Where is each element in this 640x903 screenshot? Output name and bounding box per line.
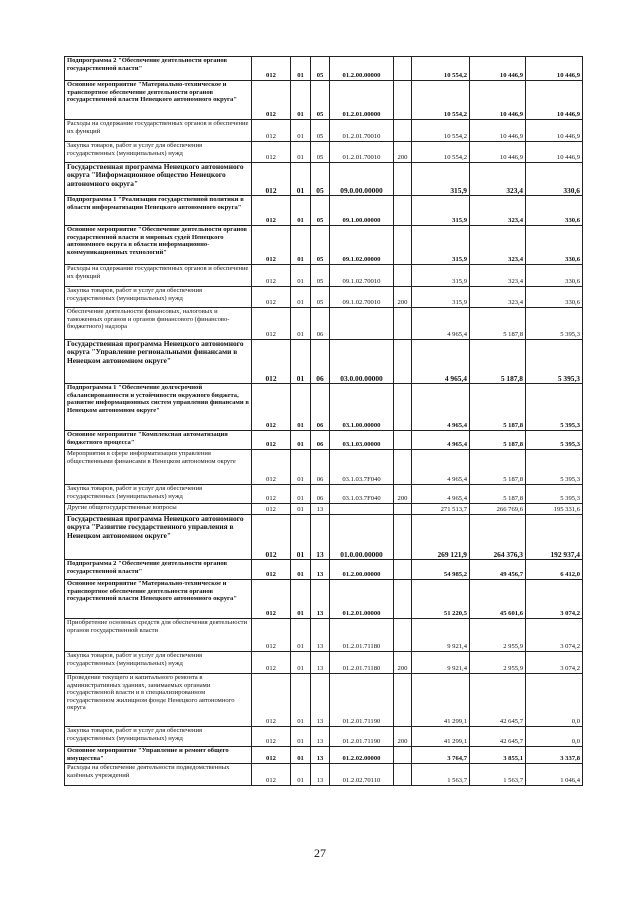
amount-year-1: 4 965,4 [412,485,470,504]
amount-year-2: 10 446,9 [470,142,526,163]
row-name: Государственная программа Ненецкого автономного округа "Информационное общество Ненецкого автономного округа" [65,163,252,196]
amount-year-3: 330,6 [526,196,583,226]
table-row [65,81,583,120]
table-row [65,504,583,515]
subsection-code: 06 [311,431,330,450]
expense-type-code [394,674,412,727]
amount-year-2: 10 446,9 [470,57,526,81]
amount-year-3: 0,0 [526,727,583,747]
amount-year-2: 5 187,8 [470,308,526,340]
amount-year-3: 192 937,4 [526,515,583,560]
page-number: 27 [314,846,326,860]
ministry-code: 012 [252,450,291,485]
amount-year-1: 9 921,4 [412,619,470,652]
row-name: Расходы на содержание государственных органов и обеспечение их функций [65,120,252,142]
amount-year-1: 3 764,7 [412,747,470,764]
ministry-code: 012 [252,340,291,384]
section-code: 01 [291,580,311,619]
table-row [65,727,583,747]
expense-type-code [394,120,412,142]
row-name: Закупка товаров, работ и услуг для обеспечения государственных (муниципальных) нужд [65,287,252,308]
expense-type-code [394,340,412,384]
table-row [65,580,583,619]
table-row [65,265,583,287]
ministry-code: 012 [252,619,291,652]
table-row [65,450,583,485]
target-article-code: 01.2.01.71190 [330,727,394,747]
subsection-code: 13 [311,580,330,619]
amount-year-2: 323,4 [470,226,526,265]
target-article-code: 09.0.00.00000 [330,163,394,196]
amount-year-3: 330,6 [526,265,583,287]
section-code: 01 [291,265,311,287]
ministry-code: 012 [252,196,291,226]
table-row [65,142,583,163]
section-code: 01 [291,504,311,515]
table-row [65,120,583,142]
section-code: 01 [291,196,311,226]
section-code: 01 [291,619,311,652]
ministry-code: 012 [252,504,291,515]
amount-year-1: 315,9 [412,265,470,287]
row-name: Основное мероприятие "Материально-техническое и транспортное обеспечение деятельности органов государственной власти Ненецкого автономного округа" [65,580,252,619]
subsection-code: 13 [311,515,330,560]
section-code: 01 [291,120,311,142]
subsection-code: 13 [311,504,330,515]
subsection-code: 13 [311,652,330,674]
amount-year-2: 45 601,6 [470,580,526,619]
amount-year-1: 10 554,2 [412,57,470,81]
expense-type-code [394,560,412,580]
row-name: Мероприятия в сфере информатизации управления общественными финансами в Ненецком автономном округе [65,450,252,485]
subsection-code: 05 [311,142,330,163]
amount-year-1: 1 563,7 [412,764,470,786]
section-code: 01 [291,308,311,340]
amount-year-3: 10 446,9 [526,81,583,120]
amount-year-3: 5 395,3 [526,384,583,431]
target-article-code: 03.1.03.7F040 [330,485,394,504]
target-article-code: 03.1.03.7F040 [330,450,394,485]
row-name: Закупка товаров, работ и услуг для обеспечения государственных (муниципальных) нужд [65,485,252,504]
subsection-code: 13 [311,674,330,727]
row-name: Проведение текущего и капитального ремонта в административных зданиях, занимаемых органами государственной власти и в специализированном государственном жилищном фонде Ненецкого автономного округа [65,674,252,727]
target-article-code: 01.2.02.70110 [330,764,394,786]
amount-year-1: 10 554,2 [412,142,470,163]
row-name: Обеспечение деятельности финансовых, налоговых и таможенных органов и органов финансового (финансово-бюджетного) надзора [65,308,252,340]
row-name: Подпрограмма 2 "Обеспечение деятельности органов государственной власти" [65,57,252,81]
amount-year-1: 4 965,4 [412,450,470,485]
section-code: 01 [291,727,311,747]
budget-table [64,56,583,786]
section-code: 01 [291,81,311,120]
row-name: Расходы на обеспечение деятельности подведомственных казённых учреждений [65,764,252,786]
amount-year-2: 264 376,3 [470,515,526,560]
amount-year-2: 49 456,7 [470,560,526,580]
table-row [65,196,583,226]
amount-year-3: 5 395,3 [526,340,583,384]
expense-type-code: 200 [394,142,412,163]
subsection-code: 05 [311,120,330,142]
ministry-code: 012 [252,226,291,265]
amount-year-2: 5 187,8 [470,384,526,431]
amount-year-3: 1 046,4 [526,764,583,786]
section-code: 01 [291,57,311,81]
subsection-code: 13 [311,560,330,580]
expense-type-code: 200 [394,485,412,504]
amount-year-2: 2 955,9 [470,652,526,674]
section-code: 01 [291,485,311,504]
amount-year-1: 269 121,9 [412,515,470,560]
section-code: 01 [291,340,311,384]
amount-year-2: 323,4 [470,196,526,226]
target-article-code: 09.1.02.70010 [330,287,394,308]
subsection-code: 05 [311,265,330,287]
table-row [65,340,583,384]
amount-year-3: 330,6 [526,287,583,308]
amount-year-3: 195 331,6 [526,504,583,515]
row-name: Расходы на содержание государственных органов и обеспечение их функций [65,265,252,287]
target-article-code: 03.1.03.00000 [330,431,394,450]
section-code: 01 [291,674,311,727]
target-article-code: 01.2.01.70010 [330,120,394,142]
ministry-code: 012 [252,81,291,120]
expense-type-code [394,308,412,340]
row-name: Основное мероприятие "Управление и ремонт общего имущества" [65,747,252,764]
subsection-code: 06 [311,308,330,340]
table-row [65,287,583,308]
ministry-code: 012 [252,515,291,560]
amount-year-3: 330,6 [526,163,583,196]
subsection-code: 05 [311,57,330,81]
expense-type-code [394,226,412,265]
table-row [65,764,583,786]
subsection-code: 06 [311,450,330,485]
amount-year-1: 4 965,4 [412,384,470,431]
expense-type-code [394,450,412,485]
amount-year-1: 54 985,2 [412,560,470,580]
target-article-code: 03.0.00.00000 [330,340,394,384]
section-code: 01 [291,384,311,431]
row-name: Другие общегосударственные вопросы [65,504,252,515]
amount-year-1: 41 299,1 [412,674,470,727]
expense-type-code [394,747,412,764]
table-row [65,652,583,674]
expense-type-code [394,57,412,81]
section-code: 01 [291,747,311,764]
target-article-code: 09.1.02.70010 [330,265,394,287]
ministry-code: 012 [252,163,291,196]
target-article-code: 01.0.00.00000 [330,515,394,560]
amount-year-1: 271 513,7 [412,504,470,515]
expense-type-code [394,504,412,515]
target-article-code: 01.2.01.00000 [330,81,394,120]
target-article-code: 01.2.00.00000 [330,560,394,580]
ministry-code: 012 [252,674,291,727]
amount-year-2: 3 855,1 [470,747,526,764]
subsection-code: 05 [311,81,330,120]
amount-year-2: 42 645,7 [470,674,526,727]
amount-year-2: 10 446,9 [470,81,526,120]
table-row [65,226,583,265]
expense-type-code [394,580,412,619]
section-code: 01 [291,431,311,450]
amount-year-1: 315,9 [412,226,470,265]
target-article-code: 09.1.02.00000 [330,226,394,265]
expense-type-code: 200 [394,287,412,308]
subsection-code: 13 [311,747,330,764]
amount-year-2: 323,4 [470,265,526,287]
target-article-code: 01.2.01.71190 [330,674,394,727]
expense-type-code [394,196,412,226]
subsection-code: 05 [311,287,330,308]
table-row [65,57,583,81]
row-name: Закупка товаров, работ и услуг для обеспечения государственных (муниципальных) нужд [65,142,252,163]
expense-type-code [394,619,412,652]
amount-year-2: 323,4 [470,287,526,308]
budget-rows [65,57,583,786]
expense-type-code [394,163,412,196]
ministry-code: 012 [252,580,291,619]
table-row [65,308,583,340]
section-code: 01 [291,515,311,560]
subsection-code: 06 [311,485,330,504]
ministry-code: 012 [252,560,291,580]
target-article-code: 03.1.00.00000 [330,384,394,431]
amount-year-1: 315,9 [412,163,470,196]
amount-year-3: 3 074,2 [526,652,583,674]
row-name: Подпрограмма 1 "Реализация государственной политики в области информатизации Ненецкого автономного округа" [65,196,252,226]
table-row [65,560,583,580]
amount-year-3: 5 395,3 [526,308,583,340]
amount-year-3: 10 446,9 [526,120,583,142]
ministry-code: 012 [252,57,291,81]
amount-year-2: 5 187,8 [470,431,526,450]
subsection-code: 05 [311,163,330,196]
ministry-code: 012 [252,120,291,142]
amount-year-3: 0,0 [526,674,583,727]
row-name: Основное мероприятие "Материально-техническое и транспортное обеспечение деятельности органов государственной власти Ненецкого автономного округа" [65,81,252,120]
target-article-code: 01.2.01.71180 [330,619,394,652]
section-code: 01 [291,142,311,163]
expense-type-code: 200 [394,727,412,747]
amount-year-3: 5 395,3 [526,431,583,450]
target-article-code [330,308,394,340]
amount-year-2: 1 563,7 [470,764,526,786]
expense-type-code [394,81,412,120]
row-name: Государственная программа Ненецкого автономного округа "Управление региональными финансами в Ненецком автономном округе" [65,340,252,384]
subsection-code: 13 [311,727,330,747]
target-article-code: 01.2.01.70010 [330,142,394,163]
row-name: Основное мероприятие "Комплексная автоматизация бюджетного процесса" [65,431,252,450]
table-row [65,747,583,764]
amount-year-3: 3 074,2 [526,619,583,652]
section-code: 01 [291,652,311,674]
expense-type-code [394,515,412,560]
ministry-code: 012 [252,287,291,308]
amount-year-1: 9 921,4 [412,652,470,674]
ministry-code: 012 [252,652,291,674]
amount-year-2: 5 187,8 [470,340,526,384]
section-code: 01 [291,764,311,786]
expense-type-code [394,384,412,431]
amount-year-3: 10 446,9 [526,142,583,163]
ministry-code: 012 [252,384,291,431]
section-code: 01 [291,226,311,265]
ministry-code: 012 [252,764,291,786]
section-code: 01 [291,163,311,196]
row-name: Закупка товаров, работ и услуг для обеспечения государственных (муниципальных) нужд [65,652,252,674]
amount-year-2: 5 187,8 [470,485,526,504]
amount-year-3: 5 395,3 [526,450,583,485]
expense-type-code [394,764,412,786]
amount-year-2: 266 769,6 [470,504,526,515]
target-article-code: 01.2.01.71180 [330,652,394,674]
table-row [65,674,583,727]
amount-year-3: 10 446,9 [526,57,583,81]
row-name: Приобретение основных средств для обеспечения деятельности органов государственной власти [65,619,252,652]
target-article-code: 01.2.00.00000 [330,57,394,81]
section-code: 01 [291,560,311,580]
amount-year-2: 2 955,9 [470,619,526,652]
amount-year-1: 51 220,5 [412,580,470,619]
target-article-code: 01.2.02.00000 [330,747,394,764]
target-article-code: 09.1.00.00000 [330,196,394,226]
section-code: 01 [291,287,311,308]
table-row [65,619,583,652]
row-name: Подпрограмма 2 "Обеспечение деятельности органов государственной власти" [65,560,252,580]
table-row [65,485,583,504]
table-row [65,384,583,431]
target-article-code [330,504,394,515]
ministry-code: 012 [252,727,291,747]
amount-year-2: 323,4 [470,163,526,196]
amount-year-2: 10 446,9 [470,120,526,142]
row-name: Основное мероприятие "Обеспечение деятельности органов государственной власти и мировых судей Ненецкого автономного округа в области информационно-коммуникационных технологий" [65,226,252,265]
table-row [65,431,583,450]
expense-type-code: 200 [394,652,412,674]
ministry-code: 012 [252,431,291,450]
target-article-code: 01.2.01.00000 [330,580,394,619]
table-row [65,515,583,560]
amount-year-3: 3 074,2 [526,580,583,619]
ministry-code: 012 [252,308,291,340]
row-name: Подпрограмма 1 "Обеспечение долгосрочной сбалансированности и устойчивости окружного бюджета, развитие информационных систем управления финансами в Ненецком автономном округе" [65,384,252,431]
ministry-code: 012 [252,142,291,163]
subsection-code: 06 [311,340,330,384]
subsection-code: 05 [311,196,330,226]
subsection-code: 05 [311,226,330,265]
amount-year-3: 5 395,3 [526,485,583,504]
amount-year-1: 315,9 [412,287,470,308]
amount-year-1: 10 554,2 [412,120,470,142]
expense-type-code [394,431,412,450]
amount-year-3: 330,6 [526,226,583,265]
ministry-code: 012 [252,485,291,504]
row-name: Государственная программа Ненецкого автономного округа "Развитие государственного управления в Ненецком автономном округе" [65,515,252,560]
amount-year-1: 10 554,2 [412,81,470,120]
subsection-code: 13 [311,764,330,786]
amount-year-3: 3 337,8 [526,747,583,764]
amount-year-1: 315,9 [412,196,470,226]
ministry-code: 012 [252,747,291,764]
ministry-code: 012 [252,265,291,287]
subsection-code: 06 [311,384,330,431]
amount-year-2: 5 187,8 [470,450,526,485]
expense-type-code [394,265,412,287]
amount-year-3: 6 412,0 [526,560,583,580]
amount-year-1: 41 299,1 [412,727,470,747]
section-code: 01 [291,450,311,485]
amount-year-1: 4 965,4 [412,431,470,450]
amount-year-1: 4 965,4 [412,308,470,340]
amount-year-1: 4 965,4 [412,340,470,384]
subsection-code: 13 [311,619,330,652]
table-row [65,163,583,196]
row-name: Закупка товаров, работ и услуг для обеспечения государственных (муниципальных) нужд [65,727,252,747]
amount-year-2: 42 645,7 [470,727,526,747]
